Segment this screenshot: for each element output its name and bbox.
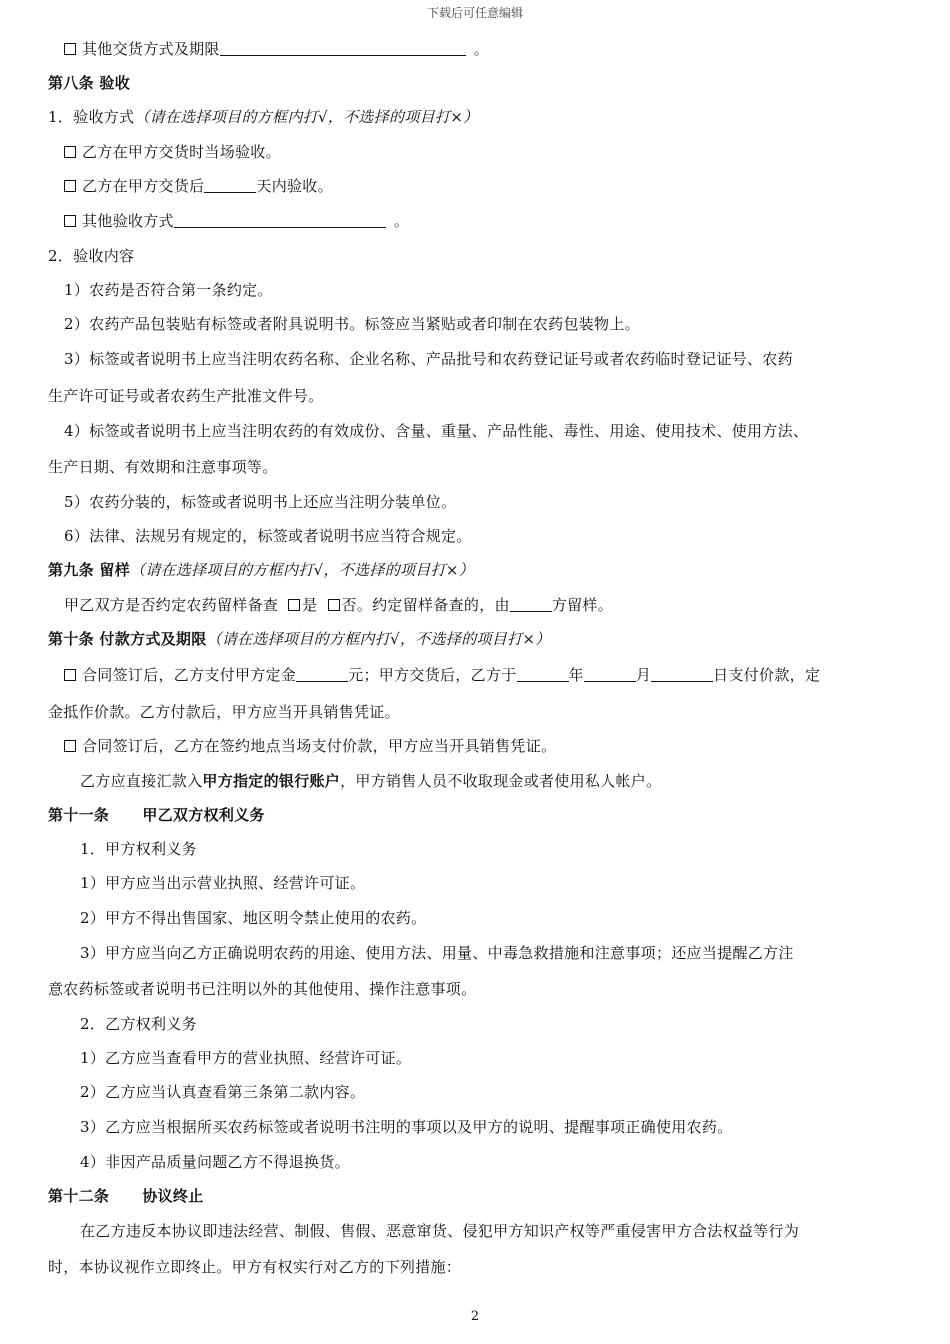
- text: 其他验收方式: [82, 212, 174, 230]
- inspection-option-2: [64, 175, 924, 197]
- content-item-3-line-1: 3）标签或者说明书上应当注明农药名称、企业名称、产品批号和农药登记证号或者农药临时登记证号、农药: [64, 350, 793, 368]
- text: 乙方在甲方交货时当场验收。: [82, 143, 281, 161]
- termination-line-1: 在乙方违反本协议即违法经营、制假、售假、恶意窜货、侵犯甲方知识产权等严重侵害甲方合法权益等行为: [80, 1222, 800, 1240]
- text: 乙方在甲方交货后: [82, 177, 205, 195]
- article-12-title: 第十二条 协议终止: [48, 1187, 204, 1205]
- inspection-option-3: [64, 210, 924, 232]
- text: 。: [393, 212, 410, 230]
- text: 甲乙双方是否约定农药留样备查: [64, 596, 279, 614]
- inspection-method-line: [48, 106, 908, 128]
- page-number: 2: [470, 1309, 480, 1324]
- checkbox[interactable]: [64, 146, 76, 158]
- party-b-heading: 2．乙方权利义务: [80, 1015, 197, 1033]
- party-a-item-1: 1）甲方应当出示营业执照、经营许可证。: [80, 874, 366, 892]
- content-item-4-line-2: 生产日期、有效期和注意事项等。: [48, 458, 278, 476]
- blank-field[interactable]: [204, 178, 256, 193]
- blank-field[interactable]: [517, 667, 569, 682]
- checkbox[interactable]: [64, 180, 76, 192]
- content-item-1: 1）农药是否符合第一条约定。: [64, 281, 273, 299]
- content-item-3-line-2: 生产许可证号或者农药生产批准文件号。: [48, 387, 324, 405]
- text: ，甲方销售人员不收取现金或者使用私人帐户。: [340, 772, 662, 790]
- other-delivery-line: [64, 38, 924, 60]
- blank-field[interactable]: [510, 597, 552, 612]
- text: 天内验收。: [256, 177, 333, 195]
- article-11-title: 第十一条 甲乙双方权利义务: [48, 806, 265, 824]
- content-item-2: 2）农药产品包装贴有标签或者附具说明书。标签应当紧贴或者印制在农药包装物上。: [64, 315, 640, 333]
- instruction-note: （请在选择项目的方框内打√，不选择的项目打×）: [206, 630, 551, 648]
- blank-field[interactable]: [584, 667, 636, 682]
- inspection-option-1: [64, 141, 924, 163]
- party-a-item-3-line-2: 意农药标签或者说明书已注明以外的其他使用、操作注意事项。: [48, 980, 477, 998]
- blank-field[interactable]: [174, 213, 386, 228]
- party-a-item-2: 2）甲方不得出售国家、地区明令禁止使用的农药。: [80, 909, 427, 927]
- content-item-5: 5）农药分装的，标签或者说明书上还应当注明分装单位。: [64, 493, 457, 511]
- text: 合同签订后，乙方支付甲方定金: [82, 666, 297, 684]
- party-a-item-3-line-1: 3）甲方应当向乙方正确说明农药的用途、使用方法、用量、中毒急救措施和注意事项；还应当提醒乙方注: [80, 944, 794, 962]
- emphasis-text: 甲方指定的银行账户: [202, 772, 341, 790]
- termination-line-2: 时，本协议视作立即终止。甲方有权实行对乙方的下列措施：: [48, 1258, 462, 1276]
- bank-transfer-line: [80, 770, 940, 792]
- blank-field[interactable]: [220, 41, 466, 56]
- article-9-title-line: [48, 559, 908, 581]
- text: 。: [473, 40, 490, 58]
- party-b-item-2: 2）乙方应当认真查看第三条第二款内容。: [80, 1083, 366, 1101]
- text: 乙方应直接汇款入: [80, 772, 203, 790]
- checkbox-yes[interactable]: [288, 599, 300, 611]
- text: 是: [302, 596, 318, 614]
- blank-field[interactable]: [296, 667, 348, 682]
- checkbox[interactable]: [64, 669, 76, 681]
- text: 否。约定留样备查的，由: [341, 596, 510, 614]
- blank-field[interactable]: [651, 667, 713, 682]
- page-header: 下载后可任意编辑: [426, 6, 523, 20]
- checkbox[interactable]: [64, 43, 76, 55]
- text: 元；甲方交货后，乙方于: [348, 666, 517, 684]
- text: 合同签订后，乙方在签约地点当场支付价款，甲方应当开具销售凭证。: [82, 737, 557, 755]
- text: 1．验收方式: [48, 108, 135, 126]
- party-b-item-4: 4）非因产品质量问题乙方不得退换货。: [80, 1153, 350, 1171]
- text: 方留样。: [551, 596, 614, 614]
- content-item-6: 6）法律、法规另有规定的，标签或者说明书应当符合规定。: [64, 527, 472, 545]
- payment-option-2: [64, 735, 924, 757]
- checkbox-no[interactable]: [328, 599, 340, 611]
- text: 其他交货方式及期限: [82, 40, 220, 58]
- checkbox[interactable]: [64, 740, 76, 752]
- party-b-item-3: 3）乙方应当根据所买农药标签或者说明书注明的事项以及甲方的说明、提醒事项正确使用农药。: [80, 1118, 733, 1136]
- instruction-note: （请在选择项目的方框内打√，不选择的项目打×）: [134, 108, 479, 126]
- article-9-title: 第九条 留样: [48, 561, 131, 579]
- sample-retention-line: [64, 594, 924, 616]
- payment-option-1-line-2: 金抵作价款。乙方付款后，甲方应当开具销售凭证。: [48, 703, 400, 721]
- text: 月: [635, 666, 652, 684]
- article-8-title: 第八条 验收: [48, 74, 131, 92]
- instruction-note: （请在选择项目的方框内打√，不选择的项目打×）: [130, 561, 475, 579]
- article-10-title-line: [48, 628, 908, 650]
- article-10-title: 第十条 付款方式及期限: [48, 630, 207, 648]
- text: 年: [568, 666, 584, 684]
- party-b-item-1: 1）乙方应当查看甲方的营业执照、经营许可证。: [80, 1049, 412, 1067]
- party-a-heading: 1．甲方权利义务: [80, 840, 197, 858]
- payment-option-1-line-1: [64, 664, 924, 686]
- checkbox[interactable]: [64, 215, 76, 227]
- content-item-4-line-1: 4）标签或者说明书上应当注明农药的有效成份、含量、重量、产品性能、毒性、用途、使用技术、使用方法、: [64, 422, 809, 440]
- text: 日支付价款，定: [713, 666, 821, 684]
- inspection-content-heading: 2．验收内容: [48, 247, 135, 265]
